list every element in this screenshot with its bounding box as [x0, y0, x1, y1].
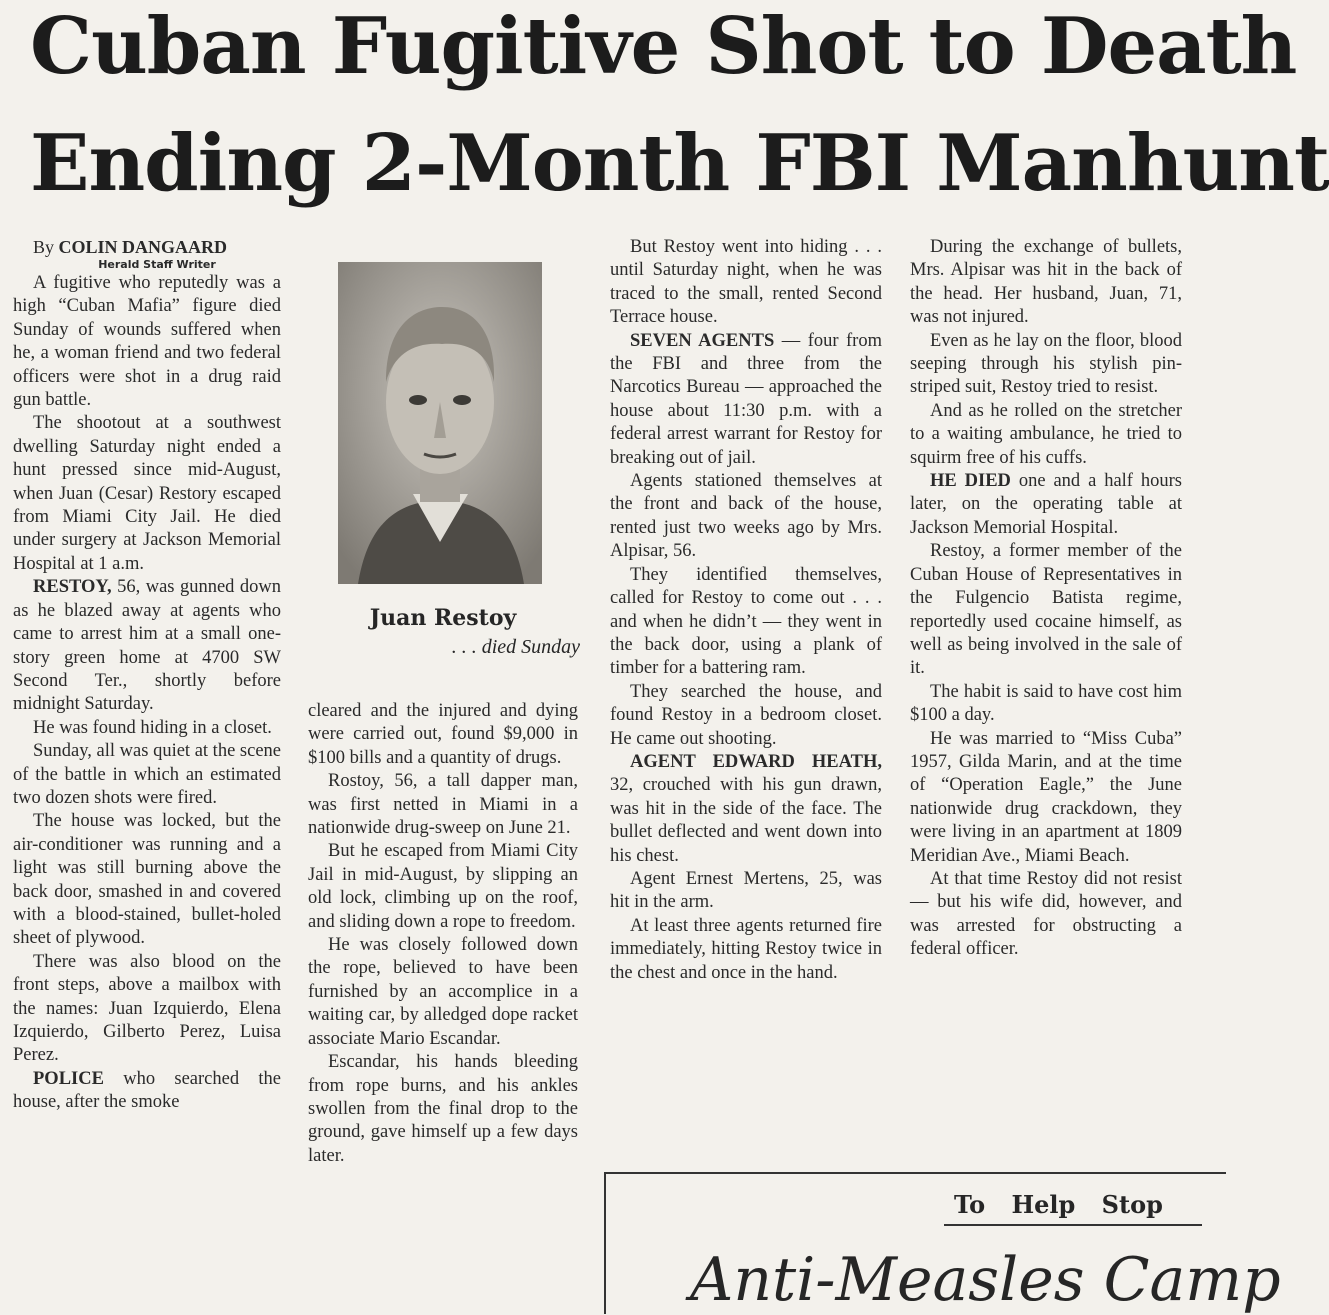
- paragraph: [13, 272, 281, 412]
- paragraph-text: 56, was gunned down as he blazed away at agents who came to arrest him at a small one-story green home at 4700 SW Second Ter., shortly before midnight Saturday.: [13, 577, 281, 715]
- paragraph-text: cleared and the injured and dying were carried out, found $9,000 in $100 bills and a quantity of drugs.: [308, 701, 578, 768]
- photo-caption-subtitle: . . . died Sunday: [451, 636, 580, 658]
- paragraph: [610, 470, 882, 564]
- paragraph-text: But he escaped from Miami City Jail in mid-August, by slipping an old lock, climbing up on the roof, and sliding down a rope to freedom.: [308, 841, 578, 932]
- paragraph-lead-in: POLICE: [33, 1068, 104, 1089]
- paragraph-text: He was found hiding in a closet.: [33, 717, 272, 738]
- column-4-paragraphs: [910, 236, 1182, 962]
- portrait-photo: [338, 262, 542, 584]
- paragraph: [13, 951, 281, 1068]
- paragraph: [610, 330, 882, 470]
- paragraph: [610, 868, 882, 915]
- article-column-1: [13, 236, 281, 1115]
- paragraph-text: who searched the house, after the smoke: [13, 1068, 281, 1113]
- portrait-image: [338, 262, 542, 584]
- paragraph: [910, 728, 1182, 868]
- paragraph-text: Rostoy, 56, a tall dapper man, was first netted in Miami in a nationwide drug-sweep on June 21.: [308, 771, 578, 839]
- column-1-paragraphs: [13, 272, 281, 1115]
- paragraph-lead-in: HE DIED: [930, 471, 1011, 492]
- adjacent-article-title: To Help Stop: [954, 1190, 1163, 1219]
- photo-caption-name: Juan Restoy: [369, 605, 517, 631]
- paragraph: [610, 564, 882, 681]
- paragraph-text: At that time Restoy did not resist — but his wife did, however, and was arrested for obstructing a federal officer.: [910, 868, 1182, 960]
- article-column-4: [910, 236, 1182, 962]
- paragraph-text: Restoy, a former member of the Cuban House of Representatives in the Fulgencio Batista regime, reportedly used cocaine himself, as well as being involved in the sale of it.: [910, 541, 1182, 679]
- paragraph-text: one and a half hours later, on the operating table at Jackson Memorial Hospital.: [910, 471, 1182, 538]
- paragraph: [308, 770, 578, 840]
- paragraph: [910, 681, 1182, 728]
- paragraph-text: The habit is said to have cost him $100 a day.: [910, 681, 1182, 726]
- article-column-3: [610, 236, 882, 985]
- paragraph-lead-in: AGENT EDWARD HEATH,: [630, 751, 882, 772]
- byline-prefix: By: [33, 237, 59, 257]
- paragraph: [610, 681, 882, 751]
- headline-line-2: Ending 2-Month FBI Manhunt: [30, 118, 1329, 209]
- paragraph: [910, 400, 1182, 470]
- paragraph: [910, 470, 1182, 540]
- paragraph: [910, 236, 1182, 330]
- paragraph-text: During the exchange of bullets, Mrs. Alpisar was hit in the back of the head. Her husband, Juan, 71, was not injured.: [910, 237, 1182, 328]
- paragraph: [13, 740, 281, 810]
- paragraph: [910, 868, 1182, 962]
- paragraph-text: The shootout at a southwest dwelling Saturday night ended a hunt pressed since mid-August, when Juan (Cesar) Restory escaped from Miami City Jail. He died under surgery at Jackson Memorial Hospital at 1 a.m.: [13, 413, 281, 574]
- paragraph: [13, 1068, 281, 1115]
- byline-staff: Herald Staff Writer: [98, 258, 216, 271]
- paragraph-lead-in: SEVEN AGENTS: [630, 330, 775, 351]
- paragraph: [308, 840, 578, 934]
- paragraph-text: They identified themselves, called for Restoy to come out . . . and when he didn’t — they went in the back door, using a plank of timber for a battering ram.: [610, 564, 882, 679]
- paragraph-text: — four from the FBI and three from the Narcotics Bureau — approached the house about 11:30 p.m. with a federal arrest warrant for Restoy for breaking out of jail.: [610, 330, 882, 468]
- byline: [13, 236, 281, 258]
- paragraph-text: But Restoy went into hiding . . . until Saturday night, when he was traced to the small, rented Second Terrace house.: [610, 237, 882, 328]
- column-3-paragraphs: [610, 236, 882, 985]
- paragraph-text: And as he rolled on the stretcher to a waiting ambulance, he tried to squirm free of his cuffs.: [910, 400, 1182, 468]
- paragraph: [910, 330, 1182, 400]
- paragraph-text: 32, crouched with his gun drawn, was hit in the side of the face. The bullet deflected and went down into his chest.: [610, 775, 882, 866]
- paragraph: [910, 540, 1182, 680]
- paragraph: [308, 1051, 578, 1168]
- paragraph-text: Escandar, his hands bleeding from rope burns, and his ankles swollen from the final drop to the ground, gave himself up a few days later.: [308, 1052, 578, 1166]
- paragraph-text: There was also blood on the front steps, above a mailbox with the names: Juan Izquierdo, Elena Izquierdo, Gilberto Perez, Luisa Perez.: [13, 951, 281, 1066]
- paragraph-text: He was closely followed down the rope, believed to have been furnished by an accomplice in a waiting car, by alledged dope racket associate Mario Escandar.: [308, 935, 578, 1049]
- byline-author: COLIN DANGAARD: [58, 237, 228, 257]
- paragraph: [610, 915, 882, 985]
- paragraph: [610, 751, 882, 868]
- paragraph: [13, 810, 281, 950]
- paragraph-text: Agents stationed themselves at the front and back of the house, rented just two weeks ago by Mrs. Alpisar, 56.: [610, 471, 882, 562]
- paragraph-text: Even as he lay on the floor, blood seeping through his stylish pin-striped suit, Restoy tried to resist.: [910, 330, 1182, 398]
- paragraph-text: A fugitive who reputedly was a high “Cuban Mafia” figure died Sunday of wounds suffered when he, a woman friend and two federal officers were shot in a drug raid gun battle.: [13, 273, 281, 411]
- adjacent-article-headline: Anti-Measles Camp: [690, 1245, 1281, 1315]
- paragraph: [13, 576, 281, 716]
- column-2-paragraphs: [308, 700, 578, 1168]
- paragraph: [13, 717, 281, 740]
- paragraph-text: Agent Ernest Mertens, 25, was hit in the arm.: [610, 868, 882, 913]
- adjacent-article-rule: [944, 1224, 1202, 1226]
- paragraph: [610, 236, 882, 330]
- article-column-2: [308, 700, 578, 1168]
- paragraph: [308, 934, 578, 1051]
- paragraph-text: Sunday, all was quiet at the scene of the battle in which an estimated two dozen shots were fired.: [13, 741, 281, 808]
- paragraph-text: They searched the house, and found Restoy in a bedroom closet. He came out shooting.: [610, 681, 882, 749]
- paragraph-text: At least three agents returned fire immediately, hitting Restoy twice in the chest and once in the hand.: [610, 915, 882, 983]
- paragraph-lead-in: RESTOY,: [33, 577, 112, 598]
- paragraph: [308, 700, 578, 770]
- paragraph: [13, 412, 281, 576]
- paragraph-text: The house was locked, but the air-conditioner was running and a light was still burning above the back door, smashed in and covered with a blood-stained, bullet-holed sheet of plywood.: [13, 811, 281, 949]
- headline-line-1: Cuban Fugitive Shot to Death: [30, 1, 1297, 92]
- paragraph-text: He was married to “Miss Cuba” 1957, Gilda Marin, and at the time of “Operation Eagle,” the June nationwide drug crackdown, they were living in an apartment at 1809 Meridian Ave., Miami Beach.: [910, 728, 1182, 866]
